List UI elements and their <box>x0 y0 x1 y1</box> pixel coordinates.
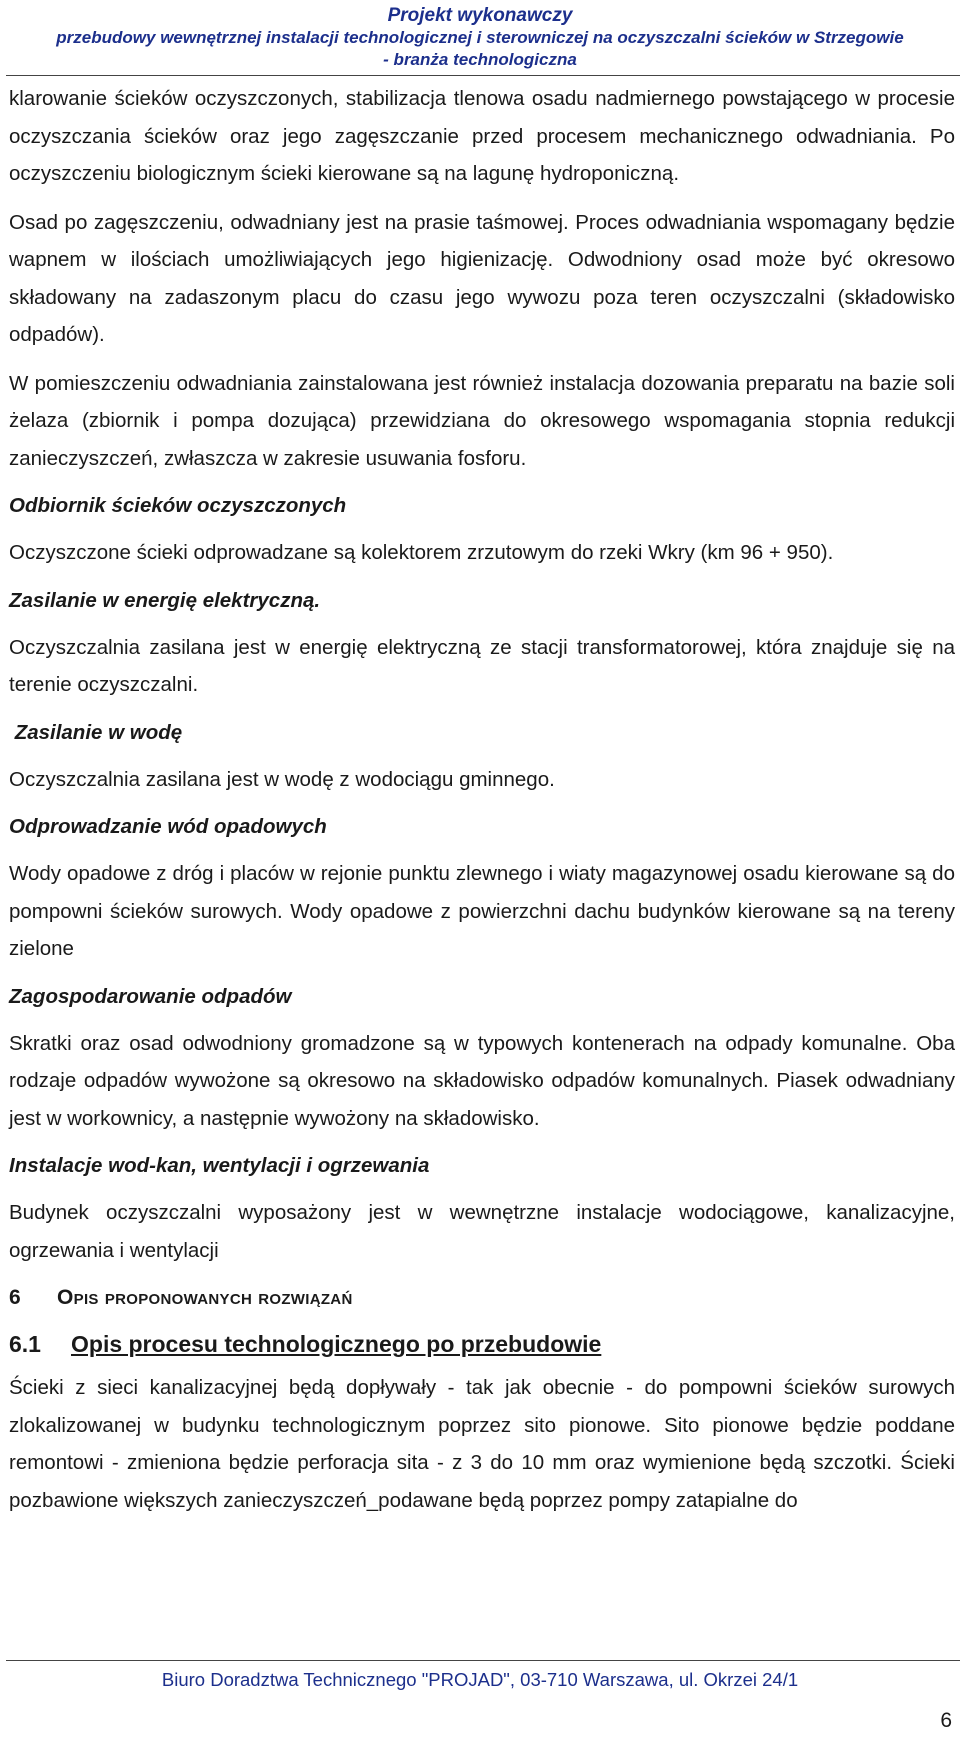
paragraph-power-supply: Oczyszczalnia zasilana jest w energię elektryczną ze stacji transformatorowej, która znajduje się na terenie oczyszczalni. <box>9 635 955 696</box>
paragraph-iron-dosing: W pomieszczeniu odwadniania zainstalowana jest również instalacja dozowania preparatu na bazie soli żelaza (zbiornik i pompa dozująca) przewidziana do okresowego wspomagania stopnia redukcji zanieczyszczeń, zwłaszcza w zakresie usuwania fosforu. <box>9 371 955 470</box>
page-header <box>0 4 960 71</box>
section-6-title: Opis proponowanych rozwiązań <box>57 1286 353 1309</box>
header-project-title: Projekt wykonawczy <box>387 5 573 26</box>
section-6-heading <box>9 1269 955 1327</box>
heading-power-supply: Zasilanie w energię elektryczną. <box>9 588 321 612</box>
paragraph-water-supply: Oczyszczalnia zasilana jest w wodę z wodociągu gminnego. <box>9 767 555 791</box>
section-6-1-number: 6.1 <box>9 1331 41 1357</box>
paragraph-building-installations: Budynek oczyszczalni wyposażony jest w wewnętrzne instalacje wodociągowe, kanalizacyjne, ogrzewania i wentylacji <box>9 1201 955 1262</box>
heading-stormwater: Odprowadzanie wód opadowych <box>9 815 327 838</box>
paragraph-process-summary: klarowanie ścieków oczyszczonych, stabilizacja tlenowa osadu nadmiernego powstającego w procesie oczyszczania ścieków oraz jego zagęszczanie przed procesem mechanicznego odwadniania. Po oczyszczeniu biologicznym ścieki kierowane są na lagunę hydroponiczną. <box>9 87 955 185</box>
header-branch: - branża technologiczna <box>383 50 577 69</box>
footer-divider <box>6 1660 960 1661</box>
heading-waste-management: Zagospodarowanie odpadów <box>9 984 292 1008</box>
header-project-description: przebudowy wewnętrznej instalacji technologicznej i sterowniczej na oczyszczalni ścieków w Strzegowie <box>56 28 904 47</box>
heading-receiver: Odbiornik ścieków oczyszczonych <box>9 494 347 517</box>
header-divider <box>6 75 960 76</box>
section-6-1-heading <box>9 1327 955 1369</box>
paragraph-waste-management: Skratki oraz osad odwodniony gromadzone są w typowych kontenerach na odpady komunalne. Oba rodzaje odpadów wywożone są okresowo na składowisko odpadów komunalnych. Piasek odwadniany jest w workownicy, a następnie wywożony na składowisko. <box>9 1031 955 1130</box>
section-6-number: 6 <box>9 1286 21 1309</box>
section-6-1-title: Opis procesu technologicznego po przebudowie <box>71 1331 602 1357</box>
paragraph-sludge-dewatering: Osad po zagęszczeniu, odwadniany jest na prasie taśmowej. Proces odwadniania wspomagany będzie wapnem w ilościach umożliwiających jego higienizację. Odwodniony osad może być okresowo składowany na zadaszonym placu do czasu jego wywozu poza teren oczyszczalni (składowisko odpadów). <box>9 210 955 346</box>
heading-building-installations: Instalacje wod-kan, wentylacji i ogrzewania <box>9 1154 430 1177</box>
page-footer: Biuro Doradztwa Technicznego "PROJAD", 03-710 Warszawa, ul. Okrzei 24/1 <box>161 1669 799 1690</box>
page-number: 6 <box>940 1709 952 1732</box>
paragraph-process-after-rebuild: Ścieki z sieci kanalizacyjnej będą dopływały - tak jak obecnie - do pompowni ścieków surowych zlokalizowanej w budynku technologicznym poprzez sito pionowe. Sito pionowe będzie poddane remontowi - zmieniona będzie perforacja sita - z 3 do 10 mm oraz wymienione będą szczotki. Ścieki pozbawione większych zanieczyszczeń_podawane będą poprzez pompy zatapialne do <box>9 1376 955 1512</box>
paragraph-stormwater: Wody opadowe z dróg i placów w rejonie punktu zlewnego i wiaty magazynowej osadu kierowane są do pompowni ścieków surowych. Wody opadowe z powierzchni dachu budynków kierowane są na tereny zielone <box>9 862 955 960</box>
document-body <box>9 80 955 1519</box>
paragraph-receiver: Oczyszczone ścieki odprowadzane są kolektorem zrzutowym do rzeki Wkry (km 96 + 950). <box>9 541 834 564</box>
heading-water-supply: Zasilanie w wodę <box>9 720 183 744</box>
